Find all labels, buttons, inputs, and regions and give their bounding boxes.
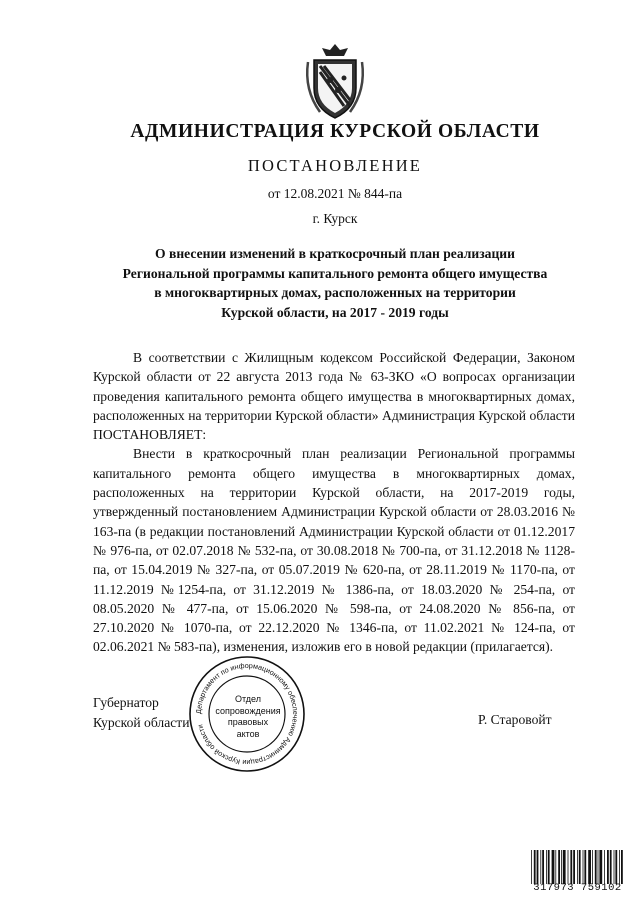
barcode	[530, 850, 625, 884]
barcode-bar	[542, 850, 544, 884]
stamp-center-text	[213, 694, 283, 740]
signer-position	[93, 693, 190, 732]
barcode-bar	[546, 850, 547, 884]
barcode-bar	[577, 850, 578, 884]
barcode-bar	[568, 850, 569, 884]
barcode-bar	[570, 850, 572, 884]
barcode-bar	[579, 850, 581, 884]
document-type: ПОСТАНОВЛЕНИЕ	[247, 156, 423, 175]
barcode-bar	[573, 850, 575, 884]
barcode-number: 317973 759102	[533, 882, 622, 894]
barcode-bar	[555, 850, 556, 884]
document-city: г. Курск	[312, 211, 358, 226]
stamp-line: правовых	[227, 717, 269, 727]
barcode-bar	[598, 850, 599, 884]
subject-line: в многоквартирных домах, расположенных на территории	[154, 285, 516, 300]
stamp-ring-text: Департамент по информационному обеспечению Администрации Курской области	[193, 660, 301, 768]
barcode-bar	[610, 850, 612, 884]
barcode-bar	[537, 850, 539, 884]
organization-title: АДМИНИСТРАЦИЯ КУРСКОЙ ОБЛАСТИ	[130, 121, 540, 142]
document-date-number: от 12.08.2021 № 844-па	[267, 186, 403, 201]
body-paragraph-preamble: В соответствии с Жилищным кодексом Российской Федерации, Законом Курской области от 22 августа 2013 года № 63-ЗКО «О вопросах организации проведения капитального ремонта общего имущества в многоквартирных домах, расположенных на территории Курской области» Администрация Курской области ПОСТАНОВЛЯЕТ:	[93, 350, 575, 443]
document-subject	[90, 244, 580, 322]
stamp-line: сопровождения	[215, 705, 281, 716]
barcode-bar	[615, 850, 617, 884]
barcode-bar	[614, 850, 615, 884]
barcode-bar	[534, 850, 536, 884]
barcode-bar	[584, 850, 586, 884]
barcode-bar	[558, 850, 560, 884]
barcode-bar	[583, 850, 584, 884]
body-paragraph-resolution: Внести в краткосрочный план реализации Региональной программы капитального ремонта общего имущества в многоквартирных домах, расположенных на территории Курской области, на 2017-2019 годы, утвержденный постановлением Администрации Курской области от 28.03.2016 № 163-па (в редакции постановлений Администрации Курской области от 01.12.2017 № 976-па, от 02.07.2018 № 532-па, от 30.08.2018 № 700-па, от 31.12.2018 № 1128-па, от 15.04.2019 № 327-па, от 05.07.2019 № 620-па, от 28.11.2019 № 1170-па, от 11.12.2019 №1254-па, от 31.12.2019 № 1386-па, от 18.03.2020 № 254-па, от 08.05.2020 № 477-па, от 15.06.2020 № 598-па, от 24.08.2020 № 856-па, от 27.10.2020 № 1070-па, от 22.12.2020 № 1346-па, от 11.02.2021 № 124-па, от 02.06.2021 № 583-па), изменения, изложив его в новой редакции (прилагается).	[93, 446, 575, 655]
stamp-line: Отдел	[234, 694, 262, 704]
signer-position-line: Губернатор	[93, 695, 159, 710]
barcode-bar	[552, 850, 555, 884]
document-body	[93, 348, 575, 657]
coat-of-arms-emblem	[300, 40, 370, 122]
signer-name: Р. Старовойт	[478, 712, 552, 727]
subject-line: Курской области, на 2017 - 2019 годы	[221, 304, 449, 320]
barcode-bar	[548, 850, 550, 884]
barcode-bar	[621, 850, 623, 884]
barcode-bar	[561, 850, 562, 884]
barcode-bar	[595, 850, 597, 884]
barcode-bar	[599, 850, 602, 884]
stamp-line: актов	[236, 728, 260, 739]
barcode-bar	[588, 850, 591, 884]
barcode-bar	[604, 850, 605, 884]
barcode-bar	[592, 850, 593, 884]
barcode-bar	[540, 850, 541, 884]
subject-line: Региональной программы капитального ремонта общего имущества	[122, 265, 548, 281]
signer-position-line: Курской области	[93, 714, 190, 730]
subject-line: О внесении изменений в краткосрочный план реализации	[155, 246, 515, 261]
barcode-bar	[607, 850, 609, 884]
barcode-bar	[531, 850, 532, 884]
barcode-bar	[563, 850, 566, 884]
barcode-bar	[619, 850, 620, 884]
